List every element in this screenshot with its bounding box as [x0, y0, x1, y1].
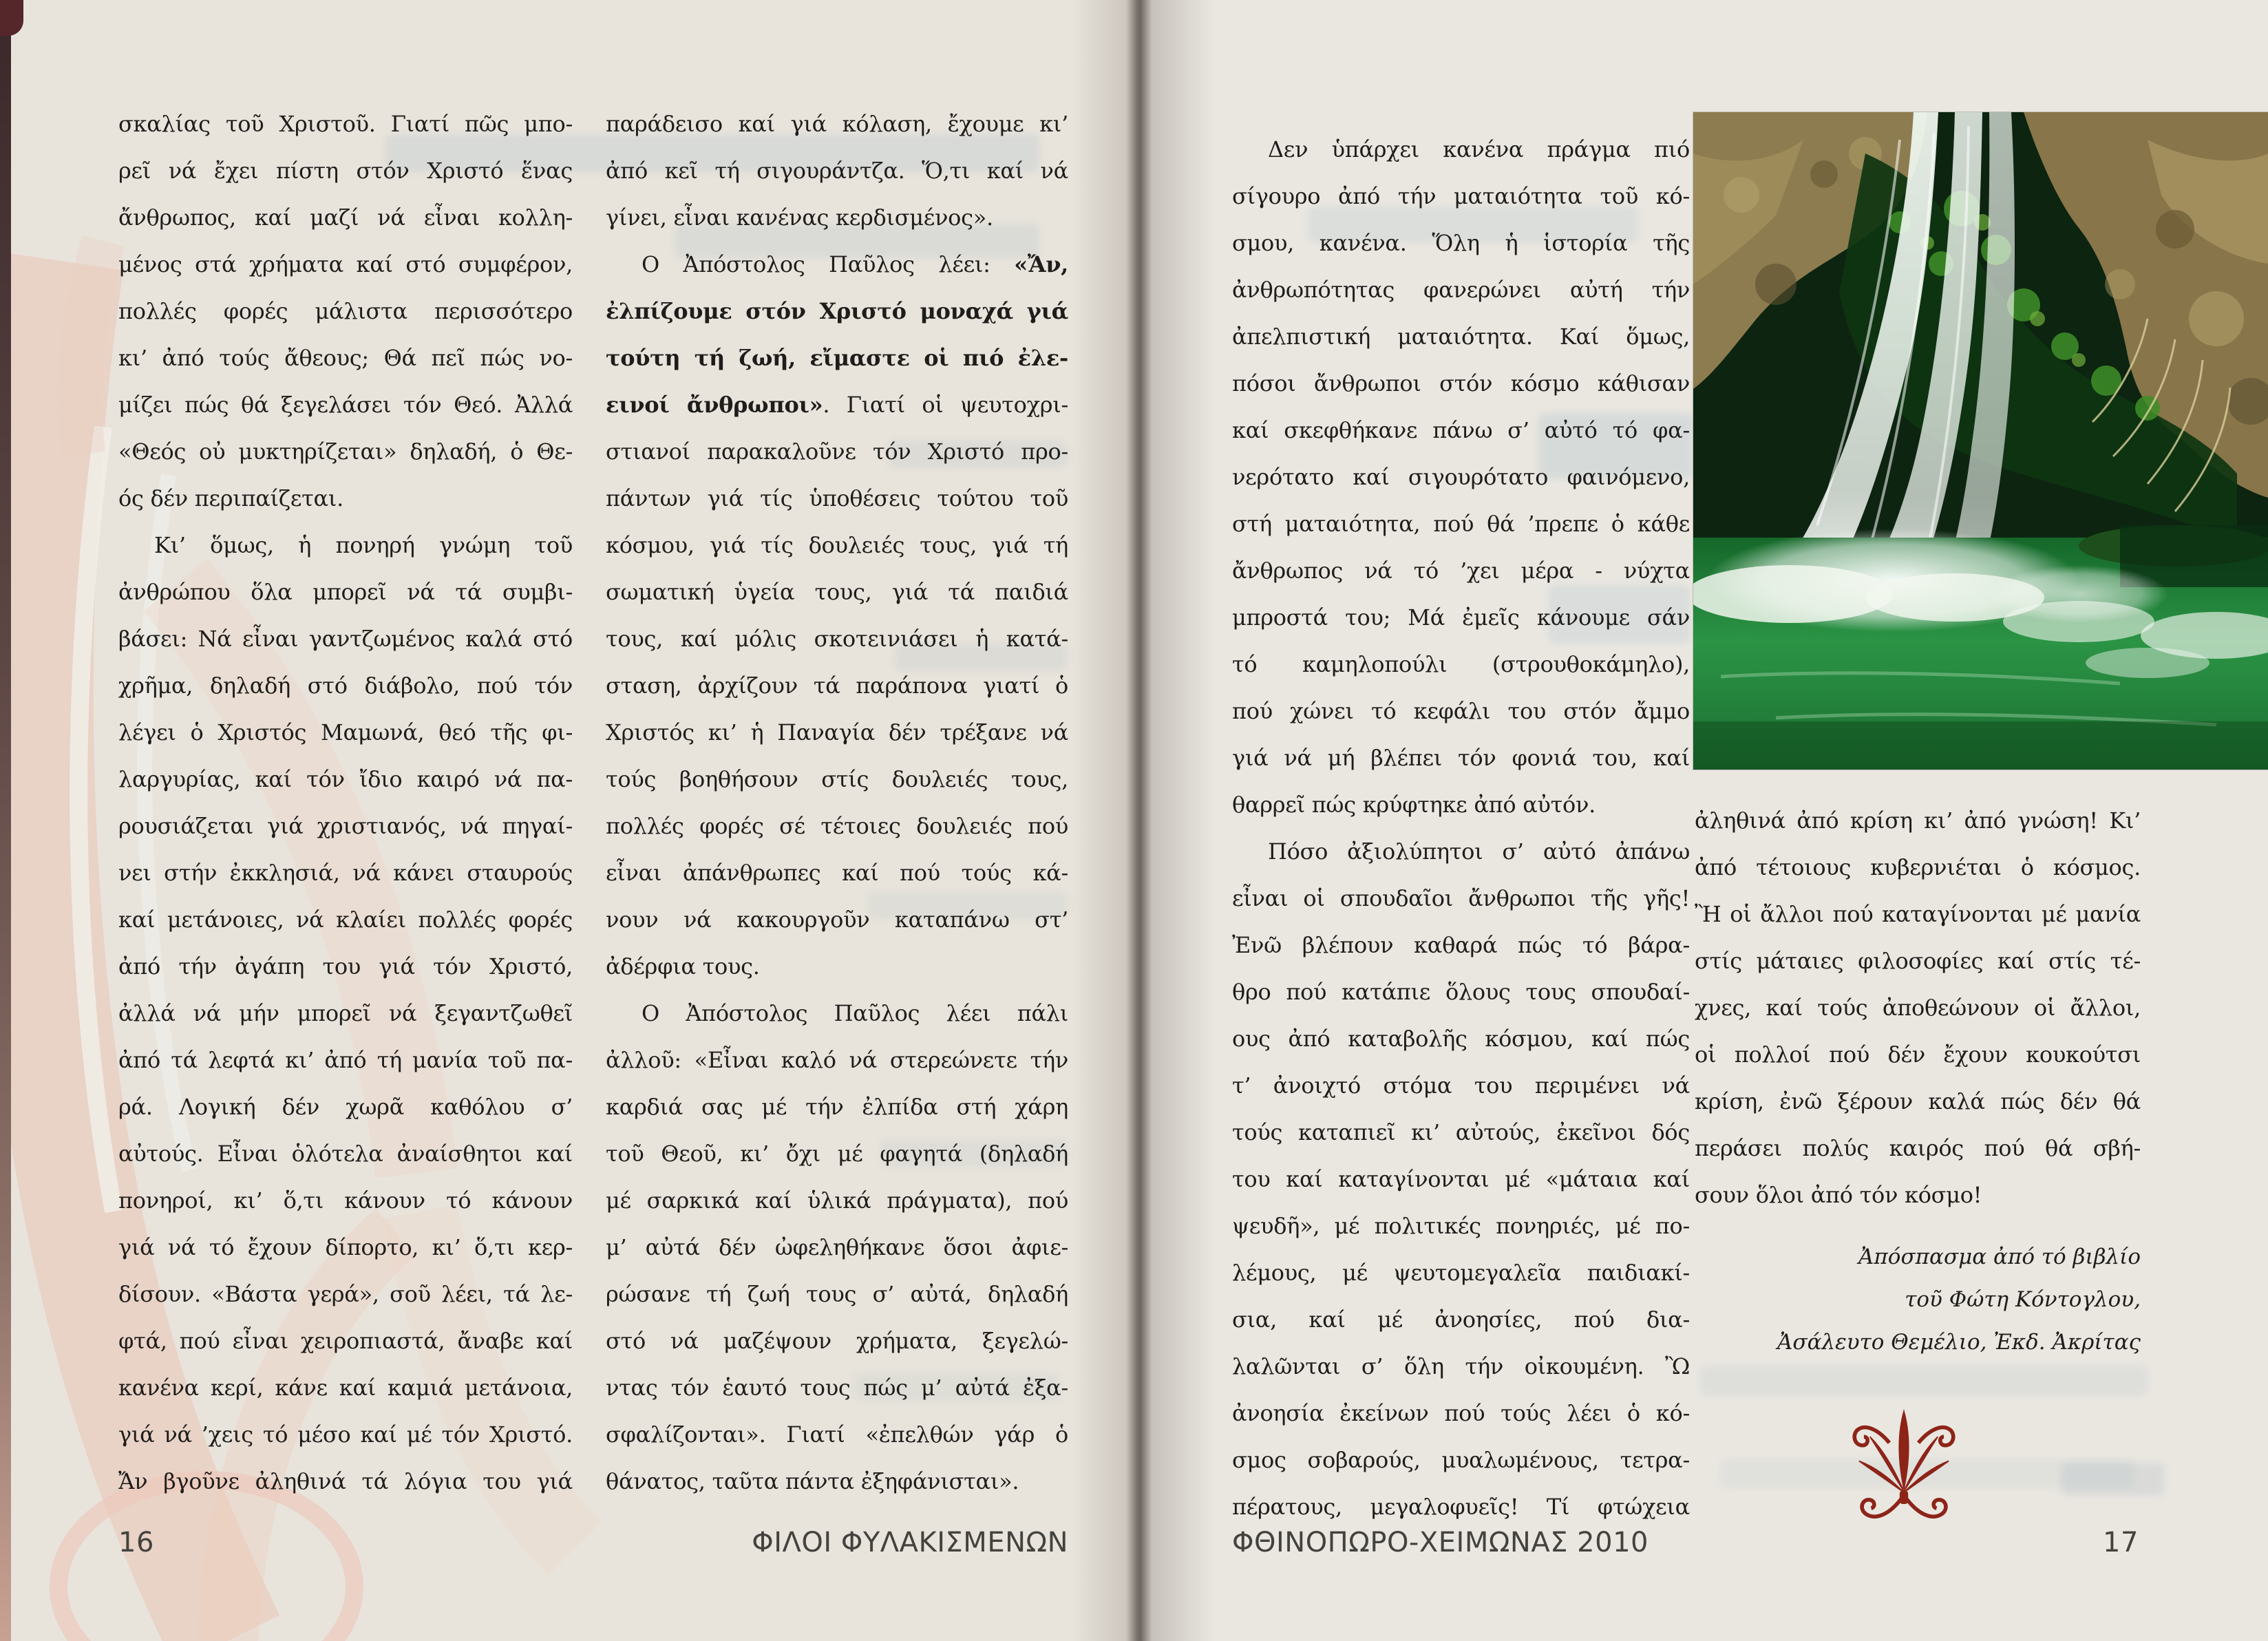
text-line: σουν ὅλοι ἀπό τόν κόσμο! [1695, 1182, 1982, 1208]
text-line: ψευδῆ», μέ πολιτικές πονηριές, μέ πο- [1232, 1213, 1690, 1239]
text-line: μπροστά του; Μά ἐμεῖς κάνουμε σάν [1232, 604, 1690, 631]
page-number-right: 17 [2103, 1527, 2139, 1558]
text-line: καρδιά σας μέ τήν ἐλπίδα στή χάρη [606, 1094, 1068, 1120]
left-column-2 [606, 100, 1068, 1505]
text-line: ντας τόν ἑαυτό τους πώς μ’ αὐτά ἐξα- [606, 1375, 1068, 1401]
text-line: λέμους, μέ ψευτομεγαλεῖα παιδιακί- [1232, 1260, 1690, 1286]
text-line: του καί καταγίνονται μέ «μάταια καί [1232, 1166, 1690, 1192]
text-line: «Θεός οὐ μυκτηρίζεται» δηλαδή, ὁ Θε- [118, 438, 573, 465]
text-line: ἀπό κεῖ τή σιγουράντζα. Ὅ,τι καί νά [606, 158, 1068, 184]
text-line: Δεν ὑπάρχει κανένα πράγμα πιό [1268, 136, 1690, 162]
text-line: ός δέν περιπαίζεται. [118, 485, 343, 511]
text-line: καί μετάνοιες, νά κλαίει πολλές φορές [118, 907, 573, 933]
text-line: σφαλίζονται». Γιατί «ἐπελθών γάρ ὁ [606, 1421, 1068, 1448]
text-line: Κι’ ὅμως, ἡ πονηρή γνώμη τοῦ [154, 532, 573, 558]
text-line: Ἄν βγοῦνε ἀληθινά τά λόγια του γιά [118, 1468, 573, 1494]
text-line: ἀπελπιστική ματαιότητα. Καί ὅμως, [1232, 324, 1690, 350]
text-line: ους ἀπό καταβολῆς κόσμου, καί πώς [1232, 1026, 1690, 1052]
footer-magazine-title: ΦΙΛΟΙ ΦΥΛΑΚΙΣΜΕΝΩΝ [752, 1527, 1068, 1558]
text-line: τούς βοηθήσουν στίς δουλειές τους, [606, 766, 1068, 792]
text-line: χνες, καί τούς ἀποθεώνουν οἱ ἄλλοι, [1695, 995, 2141, 1021]
text-line: ρεῖ νά ἔχει πίστη στόν Χριστό ἕνας [118, 158, 573, 184]
text-line: στό νά μαζέψουν χρήματα, ξεγελώ- [606, 1328, 1068, 1354]
text-line: σωματική ὑγεία τους, γιά τά παιδιά [606, 579, 1068, 605]
text-line: τούτη τή ζωή, εἴμαστε οἱ πιό ἐλε- [606, 345, 1068, 371]
text-line: Ο Ἀπόστολος Παῦλος λέει: «Ἄν, [642, 251, 1068, 277]
text-line: στή ματαιότητα, πού θά ’πρεπε ὁ κάθε [1232, 511, 1690, 537]
page-number-left: 16 [118, 1527, 154, 1558]
text-line: μ’ αὐτά δέν ὠφεληθήκανε ὅσοι ἀφιε- [606, 1234, 1068, 1260]
text-line: γιά νά τό ἔχουν δίπορτο, κι’ ὅ,τι κερ- [118, 1234, 573, 1260]
text-line: πολλές φορές σέ τέτοιες δουλειές πού [606, 813, 1068, 839]
text-line: πάντων γιά τίς ὑποθέσεις τούτου τοῦ [606, 485, 1068, 511]
text-line: Ἢ οἱ ἄλλοι πού καταγίνονται μέ μανία [1695, 901, 2141, 927]
text-line: ἄνθρωπος, καί μαζί νά εἶναι κολλη- [118, 204, 573, 231]
text-line: σμος σοβαρούς, μυαλωμένους, τετρα- [1232, 1447, 1690, 1473]
text-line: εινοί ἄνθρωποι». Γιατί οἱ ψευτοχρι- [606, 392, 1068, 418]
text-line: εἶναι ἀπάνθρωπες καί πού τούς κά- [606, 860, 1068, 886]
text-line: στιανοί παρακαλοῦνε τόν Χριστό προ- [606, 438, 1068, 465]
text-line: νουν νά κακουργοῦν καταπάνω στ’ [606, 907, 1068, 933]
right-column-1 [1232, 126, 1690, 1530]
text-line: μένος στά χρήματα καί στό συμφέρον, [118, 251, 573, 277]
text-line: ἐλπίζουμε στόν Χριστό μοναχά γιά [606, 298, 1068, 324]
text-line: Ἀσάλευτο Θεμέλιο, Ἐκδ. Ἀκρίτας [1777, 1330, 2141, 1355]
text-line: ἀπό τήν ἀγάπη του γιά τόν Χριστό, [118, 953, 573, 980]
attribution [1695, 1236, 2141, 1364]
text-line: λαργυρίας, καί τόν ἴδιο καιρό νά πα- [118, 766, 573, 792]
text-line: δίσουν. «Βάστα γερά», σοῦ λέει, τά λε- [118, 1281, 573, 1307]
text-line: περάσει πολύς καιρός πού θά σβή- [1695, 1135, 2141, 1161]
text-line: πολλές φορές μάλιστα περισσότερο [118, 298, 573, 324]
text-line: καί σκεφθήκανε πάνω σ’ αὐτό τό φα- [1232, 417, 1690, 443]
text-line: θρο πού κατάπιε ὅλους τους σπουδαί- [1232, 979, 1690, 1005]
text-line: ἀνοησία ἐκείνων πού τούς λέει ὁ κό- [1232, 1400, 1690, 1426]
text-line: θαρρεῖ πώς κρύφτηκε ἀπό αὐτόν. [1232, 792, 1596, 818]
text-line: σια, καί μέ ἀνοησίες, πού δια- [1232, 1306, 1690, 1333]
text-line: ρουσιάζεται γιά χριστιανός, νά πηγαί- [118, 813, 573, 839]
text-line: θάνατος, ταῦτα πάντα ἐξηφάνισται». [606, 1468, 1019, 1494]
text-line: Χριστός κι’ ἡ Παναγία δέν τρέξανε νά [606, 719, 1068, 745]
text-line: πού χώνει τό κεφάλι του στόν ἄμμο [1232, 698, 1690, 724]
text-line: κι’ ἀπό τούς ἄθεους; Θά πεῖ πώς νο- [118, 345, 573, 371]
text-line: γιά νά μή βλέπει τόν φονιά του, καί [1232, 745, 1690, 771]
text-line: ἄνθρωπος νά τό ’χει μέρα - νύχτα [1232, 558, 1690, 584]
text-line: Ἀπόσπασμα ἀπό τό βιβλίο [1858, 1245, 2141, 1269]
text-line: εἶναι οἱ σπουδαῖοι ἄνθρωποι τῆς γῆς! [1232, 885, 1690, 911]
text-line: πόσοι ἄνθρωποι στόν κόσμο κάθισαν [1232, 370, 1690, 396]
text-line: χρῆμα, δηλαδή στό διάβολο, πού τόν [118, 673, 573, 699]
text-line: τό καμηλοπούλι (στρουθοκάμηλο), [1232, 651, 1690, 677]
text-line: ρά. Λογική δέν χωρᾶ καθόλου σ’ [118, 1094, 573, 1120]
text-line: ἀνθρώπου ὅλα μπορεῖ νά τά συμβι- [118, 579, 573, 605]
text-line: γιά νά ’χεις τό μέσο καί μέ τόν Χριστό. [118, 1421, 573, 1448]
text-line: πονηροί, κι’ ὅ,τι κάνουν τό κάνουν [118, 1187, 573, 1214]
text-line: τοῦ Φώτη Κόντογλου, [1905, 1287, 2141, 1312]
text-line: ἀπό τά λεφτά κι’ ἀπό τή μανία τοῦ πα- [118, 1047, 573, 1073]
text-line: κανένα κερί, κάνε καί καμιά μετάνοια, [118, 1375, 573, 1401]
text-line: ρώσανε τή ζωή τους σ’ αὐτά, δηλαδή [606, 1281, 1068, 1307]
text-line: σκαλίας τοῦ Χριστοῦ. Γιατί πῶς μπο- [118, 111, 573, 137]
text-line: Ἐνῶ βλέπουν καθαρά πώς τό βάρα- [1232, 932, 1690, 958]
text-line: Πόσο ἀξιολύπητοι σ’ αὐτό ἀπάνω [1268, 838, 1690, 865]
text-line: τοῦ Θεοῦ, κι’ ὄχι μέ φαγητά (δηλαδή [606, 1141, 1068, 1167]
text-line: ἀνθρωπότητας φανερώνει αὐτή τήν [1232, 277, 1690, 303]
palmette-ornament [1843, 1396, 1964, 1531]
text-line: ἀλλοῦ: «Εἶναι καλό νά στερεώνετε τήν [606, 1047, 1068, 1073]
text-line: τ’ ἀνοιχτό στόμα του περιμένει νά [1232, 1072, 1690, 1099]
text-line: ἀδέρφια τους. [606, 953, 760, 980]
text-line: λέγει ὁ Χριστός Μαμωνά, θεό τῆς φι- [118, 719, 573, 745]
text-line: νει στήν ἐκκλησιά, νά κάνει σταυρούς [118, 860, 573, 886]
text-line: ἀλλά νά μήν μπορεῖ νά ξεγαντζωθεῖ [118, 1000, 573, 1026]
right-column-2 [1695, 797, 2141, 1218]
ghost-text [1700, 1366, 2148, 1395]
text-line: γίνει, εἶναι κανένας κερδισμένος». [606, 204, 993, 231]
text-line: ἀληθινά ἀπό κρίση κι’ ἀπό γνώση! Κι’ [1695, 807, 2141, 834]
page-fold [1071, 0, 1216, 1641]
text-line: λαλῶνται σ’ ὅλη τήν οἰκουμένη. Ὢ [1232, 1353, 1690, 1379]
text-line: νερότατο καί σιγουρότατο φαινόμενο, [1232, 464, 1690, 490]
text-line: κρίση, ἐνῶ ξέρουν καλά πώς δέν θά [1695, 1088, 2141, 1114]
footer-issue-date: ΦΘΙΝΟΠΩΡΟ-ΧΕΙΜΩΝΑΣ 2010 [1232, 1527, 1649, 1558]
text-line: μέ σαρκικά καί ὑλικά πράγματα), πού [606, 1187, 1068, 1214]
text-line: ἀπό τέτοιους κυβερνιέται ὁ κόσμος. [1695, 854, 2141, 880]
text-line: στίς μάταιες φιλοσοφίες καί στίς τέ- [1695, 948, 2141, 974]
text-line: μίζει πώς θά ξεγελάσει τόν Θεό. Ἀλλά [118, 392, 573, 418]
text-line: παράδεισο καί γιά κόλαση, ἔχουμε κι’ [606, 111, 1068, 137]
text-line: τούς καταπιεῖ κι’ αὐτούς, ἐκεῖνοι δός [1232, 1119, 1690, 1145]
text-line: οἱ πολλοί πού δέν ἔχουν κουκούτσι [1695, 1041, 2141, 1068]
text-line: κόσμου, γιά τίς δουλειές τους, γιά τή [606, 532, 1068, 558]
text-line: σταση, ἀρχίζουν τά παράπονα γιατί ὁ [606, 673, 1068, 699]
waterfall-photo [1693, 112, 2268, 770]
text-line: αὐτούς. Εἶναι ὁλότελα ἀναίσθητοι καί [118, 1141, 573, 1167]
left-column-1 [118, 100, 573, 1505]
text-line: σίγουρο ἀπό τήν ματαιότητα τοῦ κό- [1232, 183, 1690, 209]
scan-left-edge [0, 0, 11, 1641]
text-line: Ο Ἀπόστολος Παῦλος λέει πάλι [642, 1000, 1068, 1026]
text-line: βάσει: Νά εἶναι γαντζωμένος καλά στό [118, 626, 573, 652]
text-line: τους, καί μόλις σκοτεινιάσει ἡ κατά- [606, 626, 1068, 652]
ghost-text [2062, 1463, 2165, 1496]
text-line: πέρατους, μεγαλοφυεῖς! Τί φτώχεια [1232, 1494, 1690, 1520]
text-line: σμου, κανένα. Ὅλη ἡ ἱστορία τῆς [1232, 230, 1690, 256]
text-line: φτά, πού εἶναι χειροπιαστά, ἄναβε καί [118, 1328, 573, 1354]
